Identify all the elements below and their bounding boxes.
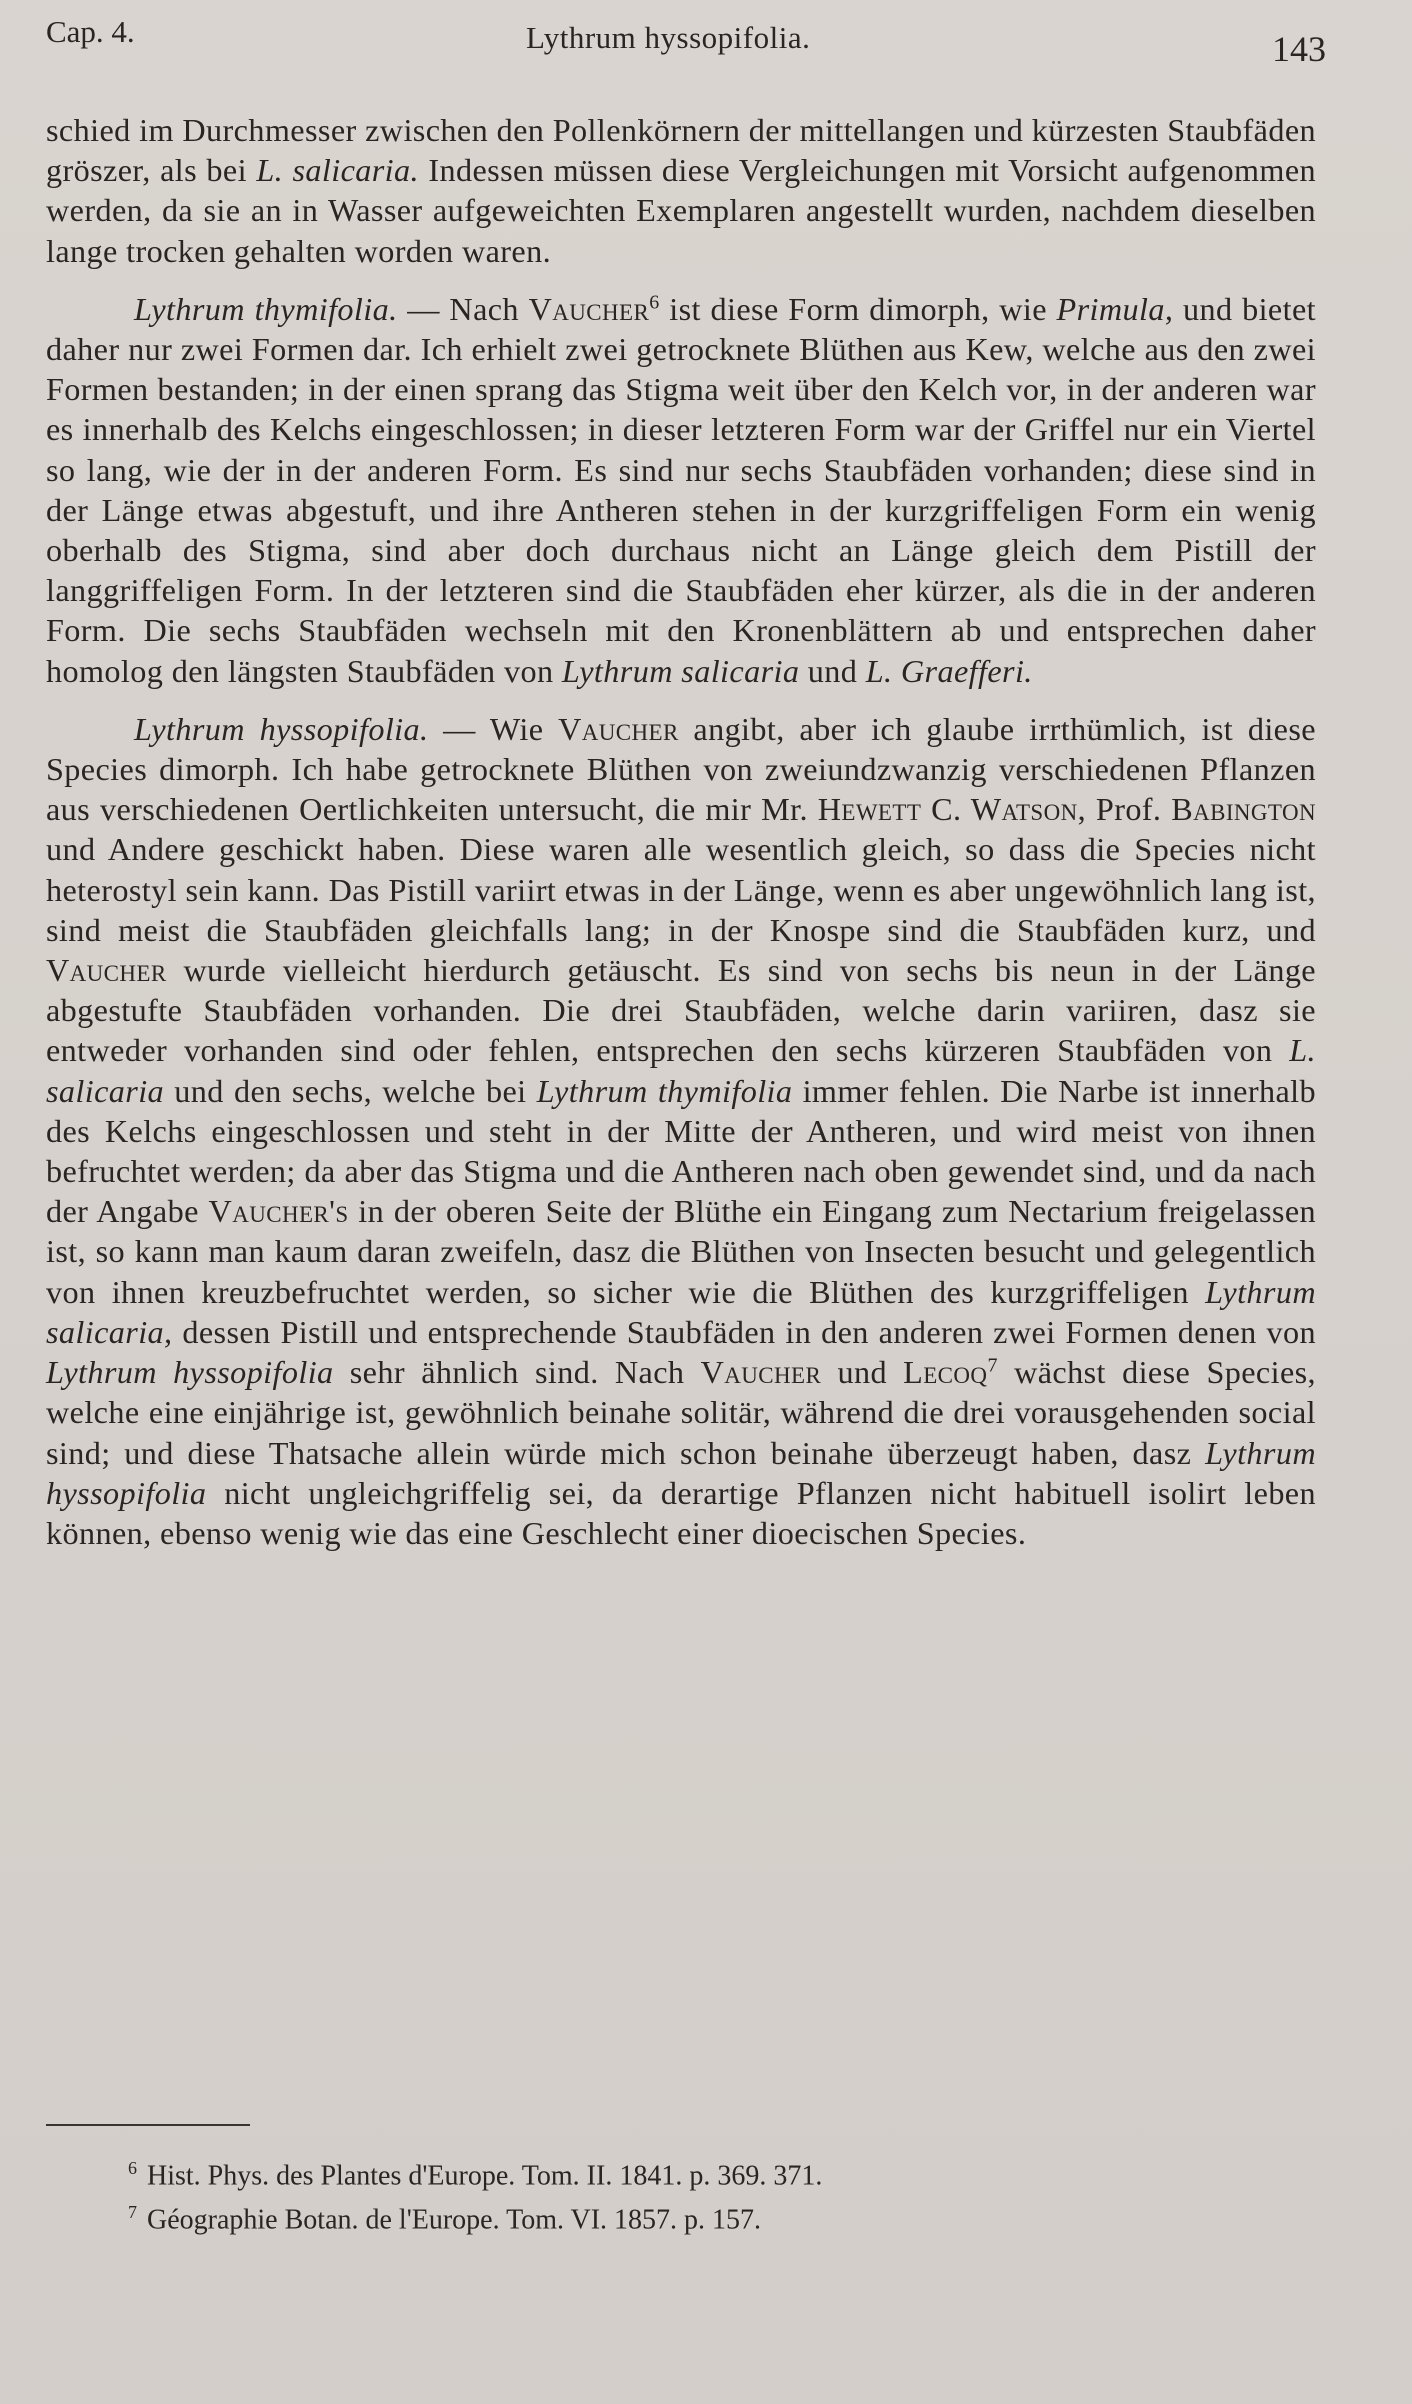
- species-name: Lythrum thymifolia: [536, 1072, 793, 1109]
- species-name: Primula,: [1056, 290, 1174, 327]
- species-name: L. salicaria.: [256, 152, 419, 189]
- footnote-6: [128, 2150, 1278, 2194]
- species-name: L. Graefferi.: [865, 652, 1033, 689]
- paragraph-2: [46, 289, 1316, 691]
- text-run: und Andere geschickt haben. Diese waren alle wesentlich gleich, so dass die Species nicht heterostyl sein kann. Das Pistill variirt etwas in der Länge, wenn es aber ungewöhnlich lang ist, sind meist die Staubfäden gleichfalls lang; in der Knospe sind die Staubfäden kurz, und: [46, 831, 1316, 948]
- footnote-divider: [46, 2124, 250, 2126]
- paragraph-1: [46, 110, 1316, 271]
- footnote-text: Géographie Botan. de l'Europe. Tom. VI. 1857. p. 157.: [147, 2204, 762, 2236]
- text-run: und: [799, 652, 866, 689]
- author-name: Vaucher: [46, 952, 167, 989]
- page-number: 143: [1272, 29, 1326, 69]
- footnote-ref[interactable]: 6: [649, 291, 660, 314]
- author-name: Hewett C. Watson: [817, 791, 1078, 828]
- species-name: Lythrum salicaria: [561, 652, 800, 689]
- footnote-text: Hist. Phys. des Plantes d'Europe. Tom. II. 1841. p. 369. 371.: [147, 2160, 823, 2192]
- paragraph-3: [46, 709, 1316, 1553]
- text-run: ist diese Form dimorph, wie: [659, 290, 1057, 327]
- footnote-7: [128, 2194, 1278, 2238]
- text-run: schied im Durchmesser zwischen den Pollenkörnern der mittellangen und kürzesten Staubfäden gröszer, als bei: [46, 112, 1316, 189]
- species-name: L. salicaria: [46, 1032, 1316, 1109]
- footnote-ref[interactable]: 7: [987, 1354, 998, 1377]
- author-name: Vaucher: [700, 1354, 822, 1391]
- page-header: [46, 14, 1326, 74]
- footnotes: [128, 2150, 1278, 2239]
- author-name: Vaucher: [528, 290, 650, 327]
- text-run: , Prof.: [1077, 791, 1172, 828]
- text-run: in der oberen Seite der Blüthe ein Eingang zum Nectarium freigelassen ist, so kann man kaum daran zweifeln, dasz die Blüthen von Insecten besucht und gelegentlich von ihnen kreuzbefruchtet werden, so sicher wie die Blüthen des kurzgriffeligen: [46, 1193, 1317, 1310]
- text-run: angibt, aber ich glaube irrthümlich, ist diese Species dimorph. Ich habe getrocknete Blüthen von zweiundzwanzig verschiedenen Pflanzen aus verschiedenen Oertlichkeiten untersucht, die mir Mr.: [46, 710, 1316, 828]
- author-name: Vaucher's: [208, 1193, 349, 1230]
- species-name: Lythrum hyssopifolia: [46, 1434, 1316, 1511]
- text-run: — Wie: [428, 710, 559, 747]
- text-run: immer fehlen. Die Narbe ist innerhalb des Kelchs eingeschlossen und steht in der Mitte der Antheren, und wird meist von ihnen befruchtet werden; da aber das Stigma und die Antheren nach oben gewendet sind, und da nach der Angabe: [46, 1072, 1316, 1230]
- author-name: Lecoq: [903, 1354, 988, 1391]
- species-heading: Lythrum hyssopifolia.: [134, 710, 429, 747]
- text-run: sehr ähnlich sind. Nach: [333, 1354, 701, 1391]
- species-heading: Lythrum thymifolia.: [134, 290, 398, 327]
- text-run: wächst diese Species, welche eine einjährige ist, gewöhnlich beinahe solitär, während die drei vorausgehenden social sind; und diese Thatsache allein würde mich schon beinahe überzeugt haben, dasz: [46, 1354, 1317, 1471]
- text-run: wurde vielleicht hierdurch getäuscht. Es sind von sechs bis neun in der Länge abgestufte Staubfäden vorhanden. Die drei Staubfäden, welche darin variiren, dasz sie entweder vorhanden sind oder fehlen, entsprechen den sechs kürzeren Staubfäden von: [46, 952, 1316, 1069]
- text-run: nicht ungleichgriffelig sei, da derartige Pflanzen nicht habituell isolirt leben können, ebenso wenig wie das eine Geschlecht einer dioecischen Species.: [46, 1474, 1316, 1551]
- text-run: — Nach: [397, 290, 529, 327]
- text-run: und den sechs, welche bei: [164, 1072, 537, 1109]
- author-name: Babington: [1171, 791, 1316, 828]
- text-run: und bietet daher nur zwei Formen dar. Ich erhielt zwei getrocknete Blüthen aus Kew, welche aus den zwei Formen bestanden; in der einen sprang das Stigma weit über den Kelch vor, in der anderen war es innerhalb des Kelchs eingeschlossen; in dieser letzteren Form war der Griffel nur ein Viertel so lang, wie der in der anderen Form. Es sind nur sechs Staubfäden vorhanden; diese sind in der Länge etwas abgestuft, und ihre Antheren stehen in der kurzgriffeligen Form ein wenig oberhalb des Stigma, sind aber doch durchaus nicht an Länge gleich dem Pistill der langgriffeligen Form. In der letzteren sind die Staubfäden eher kürzer, als die in der anderen Form. Die sechs Staubfäden wechseln mit den Kronenblättern ab und entsprechen daher homolog den längsten Staubfäden von: [46, 290, 1316, 689]
- author-name: Vaucher: [558, 710, 679, 747]
- footnote-marker: 6: [128, 2158, 137, 2178]
- text-run: und: [821, 1354, 904, 1391]
- text-run: Indessen müssen diese Vergleichungen mit Vorsicht aufgenommen werden, da sie an in Wasser aufgeweichten Exemplaren angestellt wurden, nachdem dieselben lange trocken gehalten worden waren.: [46, 152, 1316, 269]
- text-run: dessen Pistill und entsprechende Staubfäden in den anderen zwei Formen denen von: [172, 1313, 1316, 1350]
- species-name: Lythrum salicaria,: [46, 1273, 1316, 1350]
- footnote-marker: 7: [128, 2202, 137, 2223]
- species-name: Lythrum hyssopifolia: [46, 1354, 334, 1391]
- body-text: [46, 110, 1316, 1553]
- running-title: Lythrum hyssopifolia.: [526, 20, 811, 55]
- chapter-label: Cap. 4.: [46, 14, 135, 49]
